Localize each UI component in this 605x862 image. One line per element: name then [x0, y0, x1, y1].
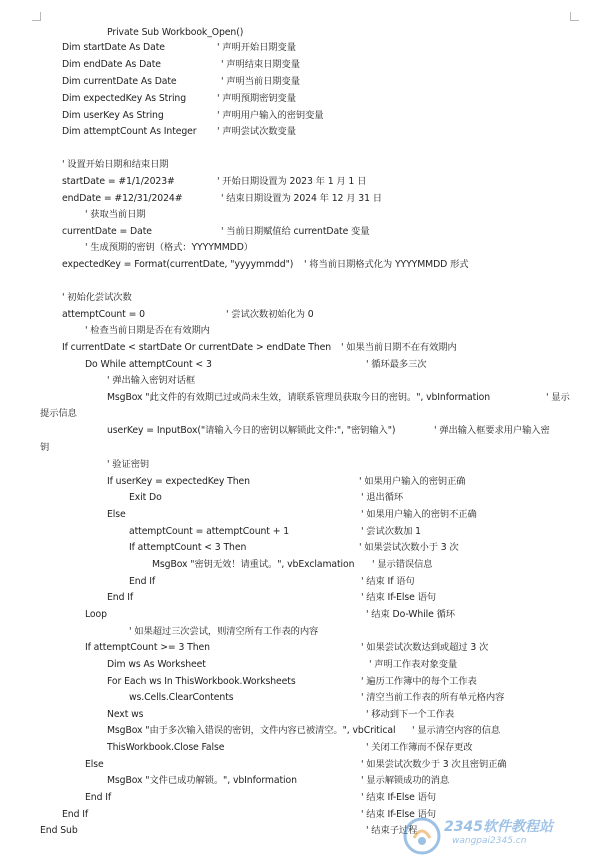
code-comment: ' 如果超过三次尝试，则清空所有工作表的内容: [129, 626, 319, 637]
code-line: attemptCount = 0: [62, 309, 145, 320]
code-line: endDate = #12/31/2024#: [62, 193, 183, 204]
code-comment: ' 生成预期的密钥（格式：YYYYMMDD）: [85, 242, 253, 253]
code-line: Dim userKey As String: [62, 110, 164, 121]
code-comment: ' 声明当前日期变量: [221, 76, 300, 87]
code-line: expectedKey = Format(currentDate, "yyyymmdd"): [62, 259, 294, 270]
code-line: Else: [85, 759, 104, 770]
code-line: Next ws: [107, 709, 144, 720]
code-comment: ' 移动到下一个工作表: [366, 709, 455, 720]
code-line: startDate = #1/1/2023#: [62, 176, 175, 187]
code-comment: ' 声明结束日期变量: [221, 59, 300, 70]
code-line: Exit Do: [129, 492, 162, 503]
code-comment: ' 设置开始日期和结束日期: [62, 159, 169, 170]
code-line: If currentDate < startDate Or currentDate > endDate Then: [62, 342, 332, 353]
code-line: currentDate = Date: [62, 226, 152, 237]
code-comment: ' 结束 Do-While 循环: [366, 609, 455, 620]
code-line: If attemptCount < 3 Then: [129, 542, 247, 553]
code-line: End If: [62, 809, 89, 820]
code-comment: ' 声明预期密钥变量: [217, 93, 296, 104]
code-comment: ' 弹出输入密钥对话框: [107, 375, 196, 386]
code-comment: ' 尝试次数加 1: [361, 526, 421, 537]
code-comment: ' 声明开始日期变量: [217, 42, 296, 53]
code-comment: ' 遍历工作簿中的每个工作表: [361, 676, 477, 687]
code-comment: ' 将当前日期格式化为 YYYYMMDD 形式: [304, 259, 469, 270]
code-comment: ' 开始日期设置为 2023 年 1 月 1 日: [217, 176, 367, 187]
code-comment: ' 如果尝试次数少于 3 次且密钥正确: [361, 759, 507, 770]
code-line: Dim endDate As Date: [62, 59, 161, 70]
code-comment: ' 清空当前工作表的所有单元格内容: [361, 692, 505, 703]
code-comment: ' 结束 If-Else 语句: [361, 592, 436, 603]
code-line: Dim attemptCount As Integer: [62, 126, 197, 137]
code-line: End If: [107, 592, 134, 603]
site-watermark: [400, 812, 600, 858]
code-comment: ' 退出循环: [361, 492, 404, 503]
code-comment: ' 声明尝试次数变量: [217, 126, 296, 137]
code-comment: ' 验证密钥: [107, 459, 150, 470]
code-comment: ' 显示: [546, 392, 570, 403]
watermark-url: wangpai2345.cn: [452, 836, 527, 846]
code-line: ThisWorkbook.Close False: [107, 742, 225, 753]
code-line: End If: [129, 576, 156, 587]
code-comment: ' 获取当前日期: [85, 209, 146, 220]
code-comment: ' 声明用户输入的密钥变量: [217, 110, 324, 121]
code-comment: ' 如果用户输入的密钥正确: [359, 476, 466, 487]
page-corner-mark: [570, 12, 579, 21]
code-comment: ' 循环最多三次: [366, 359, 427, 370]
code-comment: ' 检查当前日期是否在有效期内: [85, 325, 210, 336]
code-comment: ' 显示清空内容的信息: [412, 725, 501, 736]
code-line: Dim startDate As Date: [62, 42, 165, 53]
code-comment: ' 声明工作表对象变量: [369, 659, 458, 670]
code-line: Loop: [85, 609, 107, 620]
code-comment: ' 结束 If-Else 语句: [361, 809, 436, 820]
code-line: If attemptCount >= 3 Then: [85, 642, 210, 653]
code-line: Dim expectedKey As String: [62, 93, 187, 104]
code-comment: ' 弹出输入框要求用户输入密: [434, 425, 550, 436]
watermark-logo-icon: [402, 816, 442, 856]
code-comment: ' 如果用户输入的密钥不正确: [361, 509, 477, 520]
code-comment: ' 关闭工作簿而不保存更改: [366, 742, 473, 753]
code-line: 钥: [40, 442, 50, 453]
code-comment: ' 如果尝试次数小于 3 次: [359, 542, 459, 553]
code-comment: ' 显示错误信息: [372, 559, 433, 570]
code-line: userKey = InputBox("请输入今日的密钥以解锁此文件:", "密钥输入"): [107, 425, 396, 436]
code-line: MsgBox "密钥无效！请重试。", vbExclamation: [152, 559, 355, 570]
code-line: MsgBox "由于多次输入错误的密钥，文件内容已被清空。", vbCritical: [107, 725, 396, 736]
code-comment: ' 如果当前日期不在有效期内: [341, 342, 457, 353]
code-line: ws.Cells.ClearContents: [129, 692, 234, 703]
code-line: MsgBox "文件已成功解锁。", vbInformation: [107, 775, 297, 786]
code-comment: ' 结束 If-Else 语句: [361, 792, 436, 803]
code-line: Else: [107, 509, 126, 520]
code-comment: ' 如果尝试次数达到或超过 3 次: [361, 642, 489, 653]
code-line: End Sub: [40, 825, 78, 836]
code-line: If userKey = expectedKey Then: [107, 476, 250, 487]
code-line: Do While attemptCount < 3: [85, 359, 212, 370]
watermark-brand: 2345软件教程站: [444, 819, 553, 835]
code-line: MsgBox "此文件的有效期已过或尚未生效，请联系管理员获取今日的密钥。", vbInformation: [107, 392, 490, 403]
page-corner-mark: [32, 12, 41, 21]
code-comment: ' 当前日期赋值给 currentDate 变量: [221, 226, 370, 237]
code-comment: ' 显示解锁成功的消息: [361, 775, 450, 786]
code-comment: ' 结束子过程: [366, 825, 418, 836]
code-line: Dim ws As Worksheet: [107, 659, 206, 670]
code-comment: ' 初始化尝试次数: [62, 292, 132, 303]
code-line: attemptCount = attemptCount + 1: [129, 526, 290, 537]
code-comment: ' 尝试次数初始化为 0: [226, 309, 314, 320]
code-comment: ' 结束 If 语句: [361, 576, 415, 587]
code-line: 提示信息: [40, 408, 77, 419]
code-line: For Each ws In ThisWorkbook.Worksheets: [107, 676, 296, 687]
code-comment: ' 结束日期设置为 2024 年 12 月 31 日: [221, 193, 382, 204]
code-line: Dim currentDate As Date: [62, 76, 177, 87]
code-line: End If: [85, 792, 112, 803]
code-line: Private Sub Workbook_Open(): [107, 27, 244, 38]
